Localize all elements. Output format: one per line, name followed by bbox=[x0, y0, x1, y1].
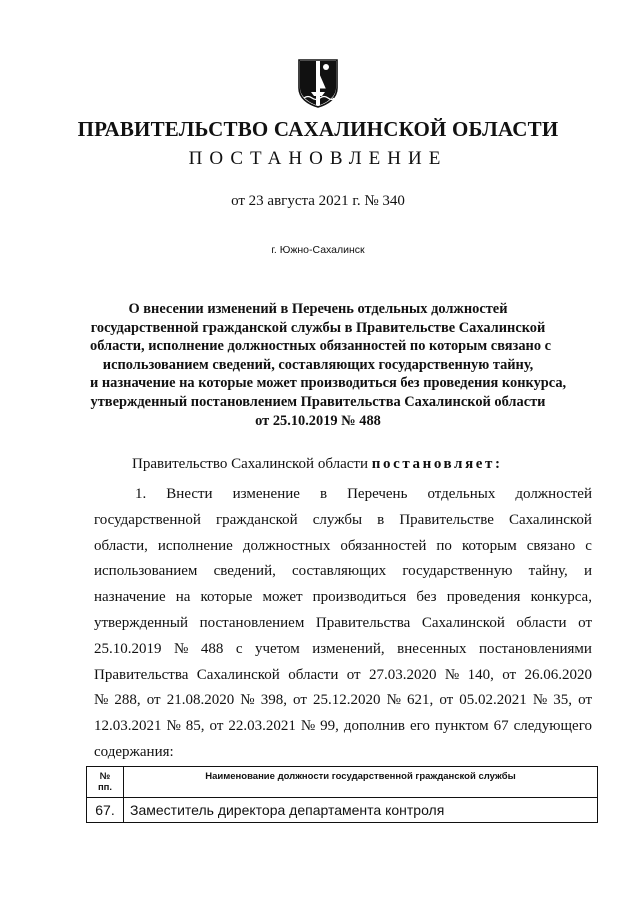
column-header-number bbox=[87, 767, 124, 798]
paragraph-line bbox=[94, 508, 592, 534]
subject-line: О внесении изменений в Перечень отдельных должностей bbox=[128, 301, 508, 317]
government-title: ПРАВИТЕЛЬСТВО САХАЛИНСКОЙ ОБЛАСТИ bbox=[77, 117, 559, 141]
document-kind: ПОСТАНОВЛЕНИЕ bbox=[188, 148, 448, 169]
paragraph-word: должностных bbox=[242, 537, 331, 554]
preamble-action: постановляет: bbox=[371, 456, 503, 472]
paragraph-word: назначение bbox=[94, 589, 166, 606]
paragraph-word: области bbox=[288, 666, 339, 683]
paragraph-word: может bbox=[262, 589, 303, 606]
paragraph-word: от bbox=[439, 692, 454, 709]
paragraph-word: постановлениями bbox=[478, 640, 592, 657]
preamble bbox=[132, 456, 503, 473]
paragraph-word: без bbox=[416, 589, 437, 606]
paragraph-word: содержания: bbox=[94, 743, 174, 760]
paragraph-word: 12.03.2021 bbox=[94, 718, 162, 735]
paragraph-word: № bbox=[94, 692, 109, 709]
paragraph-word: Перечень bbox=[347, 486, 408, 502]
row-position-name: Заместитель директора департамента контроля bbox=[124, 798, 598, 823]
document-date-number: от 23 августа 2021 г. № 340 bbox=[231, 193, 405, 209]
paragraph-word: исполнение bbox=[157, 537, 233, 554]
paragraph-line bbox=[94, 559, 592, 585]
subject-line: от 25.10.2019 № 488 bbox=[255, 412, 381, 429]
paragraph-word: № bbox=[532, 692, 548, 709]
paragraph-word: которым bbox=[461, 537, 517, 554]
paragraph-word: внесенных bbox=[397, 640, 467, 657]
paragraph-word: утвержденный bbox=[94, 614, 189, 631]
paragraph-word: использованием bbox=[94, 563, 198, 580]
paragraph-word: службы bbox=[312, 511, 363, 528]
paragraph-word: Правительстве bbox=[399, 511, 494, 528]
paragraph-line bbox=[94, 663, 592, 689]
paragraph-word: конкурса, bbox=[530, 589, 592, 606]
paragraph-word: 27.03.2020 bbox=[369, 666, 437, 683]
paragraph-word: 621, bbox=[407, 692, 434, 709]
paragraph-word: Сахалинской bbox=[196, 666, 280, 683]
paragraph-word: 288, bbox=[114, 692, 141, 709]
paragraph-word: которые bbox=[200, 589, 253, 606]
paragraph-line bbox=[94, 688, 592, 714]
paragraph-word: проведения bbox=[446, 589, 521, 606]
paragraph-word: отдельных bbox=[427, 486, 496, 502]
paragraph-word: Сахалинской bbox=[421, 614, 505, 631]
column-header-number-abbr: пп. bbox=[97, 782, 113, 793]
paragraph-word: государственной bbox=[94, 511, 201, 528]
paragraph-word: 1. bbox=[135, 486, 147, 502]
document-city: г. Южно-Сахалинск bbox=[271, 244, 365, 256]
paragraph-word: его bbox=[409, 718, 430, 735]
paragraph-word: учетом bbox=[254, 640, 300, 657]
paragraph-word: на bbox=[175, 589, 191, 606]
paragraph-word: 398, bbox=[260, 692, 287, 709]
paragraph-word: 25.12.2020 bbox=[313, 692, 381, 709]
resolution-paragraph bbox=[94, 482, 592, 766]
paragraph-word: 35, bbox=[553, 692, 573, 709]
paragraph-word: 22.03.2021 bbox=[228, 718, 296, 735]
paragraph-word: государственную bbox=[402, 563, 513, 580]
paragraph-word: 99, bbox=[320, 718, 339, 735]
paragraph-word: составляющих bbox=[292, 563, 387, 580]
paragraph-word: № bbox=[300, 718, 316, 735]
paragraph-line bbox=[94, 637, 592, 663]
paragraph-word: гражданской bbox=[215, 511, 298, 528]
paragraph-word: 25.10.2019 bbox=[94, 640, 162, 657]
paragraph-word: по bbox=[436, 537, 452, 554]
paragraph-word: Правительства bbox=[94, 666, 189, 683]
paragraph-word: от bbox=[578, 614, 592, 631]
paragraph-word: 67 bbox=[493, 718, 509, 735]
paragraph-word: № bbox=[386, 692, 401, 709]
paragraph-line bbox=[94, 611, 592, 637]
paragraph-word: от bbox=[578, 692, 592, 709]
paragraph-word: 05.02.2021 bbox=[459, 692, 527, 709]
paragraph-line bbox=[94, 534, 592, 560]
paragraph-word: от bbox=[146, 692, 161, 709]
row-number: 67. bbox=[87, 798, 124, 823]
paragraph-word: сведений, bbox=[213, 563, 276, 580]
paragraph-word: области, bbox=[94, 537, 148, 554]
paragraph-word: постановлением bbox=[199, 614, 305, 631]
paragraph-word: № bbox=[444, 666, 460, 683]
paragraph-word: изменений, bbox=[312, 640, 385, 657]
paragraph-word: 488 bbox=[200, 640, 224, 657]
paragraph-word: Правительства bbox=[315, 614, 411, 631]
paragraph-word: пунктом bbox=[434, 718, 489, 735]
document-subject bbox=[90, 300, 567, 430]
paragraph-word: в bbox=[319, 486, 328, 502]
subject-line: государственной гражданской службы в Правительстве Сахалинской bbox=[90, 319, 546, 336]
paragraph-line bbox=[94, 482, 592, 508]
paragraph-word: и bbox=[583, 563, 592, 580]
subject-line: и назначение на которые может производиться без проведения конкурса, bbox=[90, 375, 567, 392]
paragraph-line bbox=[94, 585, 592, 611]
paragraph-word: № bbox=[240, 692, 255, 709]
paragraph-word: области bbox=[516, 614, 567, 631]
paragraph-word: от bbox=[209, 718, 224, 735]
paragraph-word: производиться bbox=[312, 589, 407, 606]
paragraph-word: с bbox=[585, 537, 592, 554]
subject-line: использованием сведений, составляющих государственную тайну, bbox=[102, 356, 534, 373]
paragraph-word: № bbox=[174, 640, 189, 657]
paragraph-word: следующего bbox=[513, 718, 592, 735]
paragraph-word: от bbox=[346, 666, 361, 683]
paragraph-word: от bbox=[502, 666, 517, 683]
paragraph-word: должностей bbox=[515, 486, 592, 502]
preamble-text: Правительство Сахалинской области bbox=[132, 456, 372, 472]
paragraph-word: обязанностей bbox=[340, 537, 427, 554]
paragraph-word: связано bbox=[526, 537, 576, 554]
paragraph-word: изменение bbox=[232, 486, 300, 502]
paragraph-line bbox=[94, 714, 592, 740]
paragraph-word: 21.08.2020 bbox=[166, 692, 235, 709]
coat-of-arms-icon bbox=[296, 58, 340, 108]
subject-line: утвержденный постановлением Правительства Сахалинской области bbox=[90, 393, 546, 410]
paragraph-word: дополнив bbox=[343, 718, 405, 735]
column-header-position: Наименование должности государственной гражданской службы bbox=[124, 767, 598, 798]
paragraph-word: с bbox=[235, 640, 243, 657]
paragraph-word: Сахалинской bbox=[508, 511, 592, 528]
paragraph-word: тайну, bbox=[528, 563, 568, 580]
paragraph-word: от bbox=[293, 692, 307, 709]
paragraph-line bbox=[94, 740, 592, 766]
paragraph-word: № bbox=[166, 718, 181, 735]
table-header-row bbox=[87, 767, 598, 798]
column-header-number-symbol: № bbox=[99, 771, 111, 782]
positions-table bbox=[86, 766, 598, 823]
paragraph-word: 26.06.2020 bbox=[524, 666, 592, 683]
paragraph-word: 85, bbox=[185, 718, 205, 735]
paragraph-word: 140, bbox=[467, 666, 494, 683]
subject-line: области, исполнение должностных обязанностей по которым связано с bbox=[90, 338, 552, 355]
paragraph-word: в bbox=[377, 511, 385, 528]
table-row bbox=[87, 798, 598, 823]
paragraph-word: Внести bbox=[166, 486, 213, 502]
